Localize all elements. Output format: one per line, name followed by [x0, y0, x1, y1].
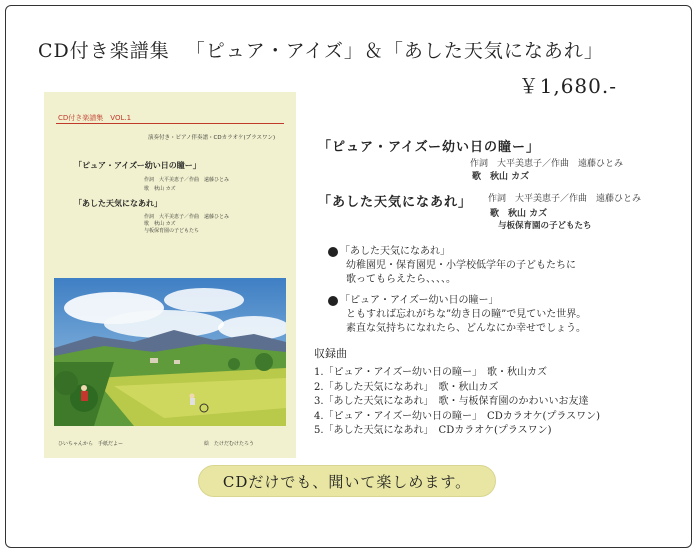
bullet-icon [328, 247, 338, 257]
song-2-vocal: 歌 秋山 カズ [490, 209, 548, 219]
cover-series: CD付き楽譜集 VOL.1 [58, 114, 132, 122]
cover-rule [56, 123, 284, 124]
song-2-credit: 作詞 大平美恵子／作曲 遠藤ひとみ [488, 194, 642, 204]
song-1-vocal: 歌 秋山 カズ [472, 172, 530, 182]
track-item: 5.「あした天気になあれ」 CDカラオケ(プラスワン) [314, 425, 552, 436]
title-right: 「ピュア・アイズ」＆「あした天気になあれ」 [185, 40, 604, 62]
cover-song-2-vocal: 歌 秋山 カズ [144, 221, 176, 227]
bullet-icon [328, 296, 338, 306]
cover-song-2: 「あした天気になあれ」 [74, 199, 162, 208]
song-2-chorus: 与板保育園の子どもたち [498, 221, 592, 231]
cover-footer-right: 絵 たけだむけたろう [204, 441, 255, 447]
tracklist [314, 366, 600, 439]
track-item: 4.「ピュア・アイズー幼い日の瞳ー」 CDカラオケ(プラスワン) [314, 410, 601, 422]
description-line: 素直な気持ちになれたら、どんなにか幸せでしょう。 [346, 323, 586, 334]
book-cover [44, 92, 296, 458]
cta-banner: CDだけでも、聞いて楽しめます。 [198, 465, 496, 497]
cover-footer-left: ひいちゃんから 手紙だよー [58, 441, 124, 447]
description-item [328, 294, 586, 336]
track-item: 1.「ピュア・アイズー幼い日の瞳ー」 歌・秋山カズ [314, 367, 548, 378]
title-left: CD付き楽譜集 [38, 40, 170, 62]
page-title [38, 36, 604, 63]
tracklist-heading: 収録曲 [314, 347, 347, 360]
cover-song-1-vocal: 歌 秋山 カズ [144, 186, 176, 192]
cover-subtitle: 演奏付き・ピアノ伴奏譜・CDカラオケ(プラスワン) [148, 135, 276, 141]
cover-song-1: 「ピュア・アイズー幼い日の瞳ー」 [74, 161, 201, 170]
cover-song-2-credit: 作詞 大平美恵子／作曲 遠藤ひとみ [144, 214, 230, 220]
track-item: 3.「あした天気になあれ」 歌・与板保育園のかわいいお友達 [314, 396, 589, 407]
song-1-title: 「ピュア・アイズー幼い日の瞳ー」 [318, 140, 541, 155]
description-item [328, 245, 576, 287]
description-line: 幼稚園児・保育園児・小学校低学年の子どもたちに [346, 260, 576, 271]
song-2-title: 「あした天気になあれ」 [318, 195, 473, 210]
cover-illustration [54, 278, 286, 426]
description-head: 「あした天気になあれ」 [340, 246, 450, 257]
description-line: ともすれば忘れがちな”幼き日の瞳”で見ていた世界。 [346, 309, 587, 320]
track-item: 2.「あした天気になあれ」 歌・秋山カズ [314, 381, 499, 393]
price: ￥1,680.- [518, 74, 617, 98]
song-1-credit: 作詞 大平美恵子／作曲 遠藤ひとみ [470, 159, 624, 169]
cover-song-2-chorus: 与板保育園の子どもたち [144, 228, 200, 234]
cover-song-1-credit: 作詞 大平美恵子／作曲 遠藤ひとみ [144, 177, 230, 183]
description-line: 歌ってもらえたら、、、、。 [346, 274, 456, 285]
description-head: 「ピュア・アイズー幼い日の瞳ー」 [340, 295, 499, 306]
